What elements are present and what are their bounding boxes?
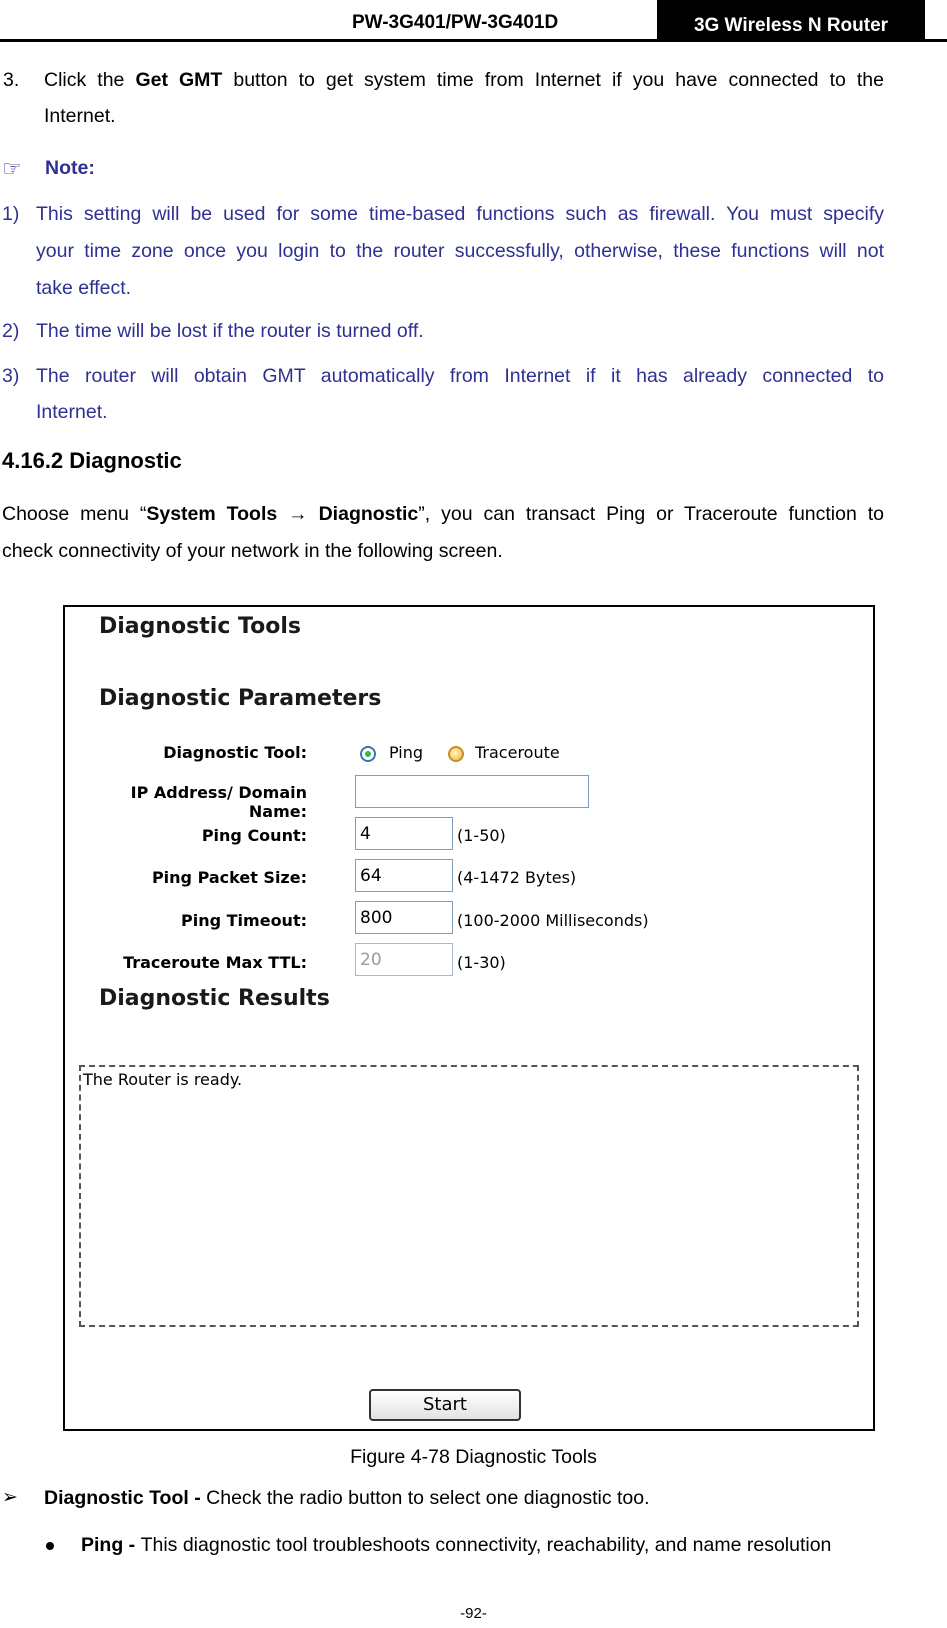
note-pointing-hand-icon: ☞ [2, 156, 22, 181]
ping-packet-size-input[interactable]: 64 [355, 859, 453, 892]
ping-count-label: Ping Count: [201, 826, 307, 845]
note-item-3-line1: The router will obtain GMT automatically from Internet if it has already connected to [36, 365, 884, 387]
round-bullet-icon [46, 1542, 54, 1550]
header-rule [0, 39, 947, 42]
header-model: PW-3G401/PW-3G401D [352, 12, 559, 33]
note-title: Note: [45, 157, 95, 179]
step3-line2: Internet. [44, 105, 116, 127]
ping-radio-label[interactable]: Ping [389, 743, 424, 762]
note-item-1-line3: take effect. [36, 277, 132, 299]
note-item-3-number: 3) [2, 365, 20, 387]
ping-count-hint: (1-50) [457, 826, 506, 845]
note-item-3-line2: Internet. [36, 401, 108, 423]
get-gmt-text: Get GMT [135, 69, 223, 91]
ping-timeout-hint: (100-2000 Milliseconds) [457, 911, 649, 930]
diagnostic-tools-screenshot [63, 605, 875, 1431]
header-product-tab: 3G Wireless N Router [657, 0, 925, 40]
diagnostic-tools-title: Diagnostic Tools [99, 614, 301, 639]
diagnostic-parameters-title: Diagnostic Parameters [99, 686, 382, 711]
ping-bullet: Ping - This diagnostic tool troubleshoots connectivity, reachability, and name resolution [81, 1534, 832, 1556]
traceroute-radio[interactable] [448, 746, 464, 762]
traceroute-max-ttl-label: Traceroute Max TTL: [123, 953, 307, 972]
ping-packet-size-hint: (4-1472 Bytes) [457, 868, 577, 887]
section-title: 4.16.2 Diagnostic [2, 448, 182, 473]
start-button[interactable]: Start [369, 1389, 521, 1421]
diagnostic-results-title: Diagnostic Results [99, 986, 330, 1011]
traceroute-max-ttl-input[interactable]: 20 [355, 943, 453, 976]
note-item-1-line2: your time zone once you login to the router successfully, otherwise, these functions will not [36, 240, 884, 262]
step3-line1: Click the Get GMT button to get system time from Internet if you have connected to the [44, 69, 884, 91]
ping-count-input[interactable]: 4 [355, 817, 453, 850]
note-item-2-number: 2) [2, 320, 20, 342]
ping-timeout-label: Ping Timeout: [181, 911, 307, 930]
section-intro-line2: check connectivity of your network in the following screen. [2, 540, 503, 562]
page-number: -92- [460, 1605, 487, 1622]
ping-timeout-input[interactable]: 800 [355, 901, 453, 934]
ping-radio[interactable] [360, 746, 376, 762]
diagnostic-tool-bullet: Diagnostic Tool - Check the radio button to select one diagnostic too. [44, 1487, 650, 1509]
results-text: The Router is ready. [83, 1070, 243, 1089]
figure-caption: Figure 4-78 Diagnostic Tools [350, 1446, 597, 1468]
traceroute-radio-label[interactable]: Traceroute [475, 743, 560, 762]
section-intro-line1: Choose menu “System Tools → Diagnostic”, you can transact Ping or Traceroute function to [2, 503, 885, 525]
ip-address-input[interactable] [355, 775, 589, 808]
arrow-bullet-icon: ➢ [2, 1487, 18, 1508]
note-item-1-number: 1) [2, 203, 20, 225]
step3-number: 3. [3, 69, 20, 91]
note-item-2-line1: The time will be lost if the router is turned off. [36, 320, 424, 342]
ping-packet-size-label: Ping Packet Size: [151, 868, 307, 887]
diagnostic-tool-label: Diagnostic Tool: [163, 743, 307, 762]
note-item-1-line1: This setting will be used for some time-based functions such as firewall. You must specify [36, 203, 884, 225]
traceroute-max-ttl-hint: (1-30) [457, 953, 506, 972]
diagnostic-results-area [79, 1065, 859, 1327]
ip-address-label: IP Address/ Domain Name: [130, 783, 307, 821]
menu-arrow-icon: → [288, 503, 308, 525]
